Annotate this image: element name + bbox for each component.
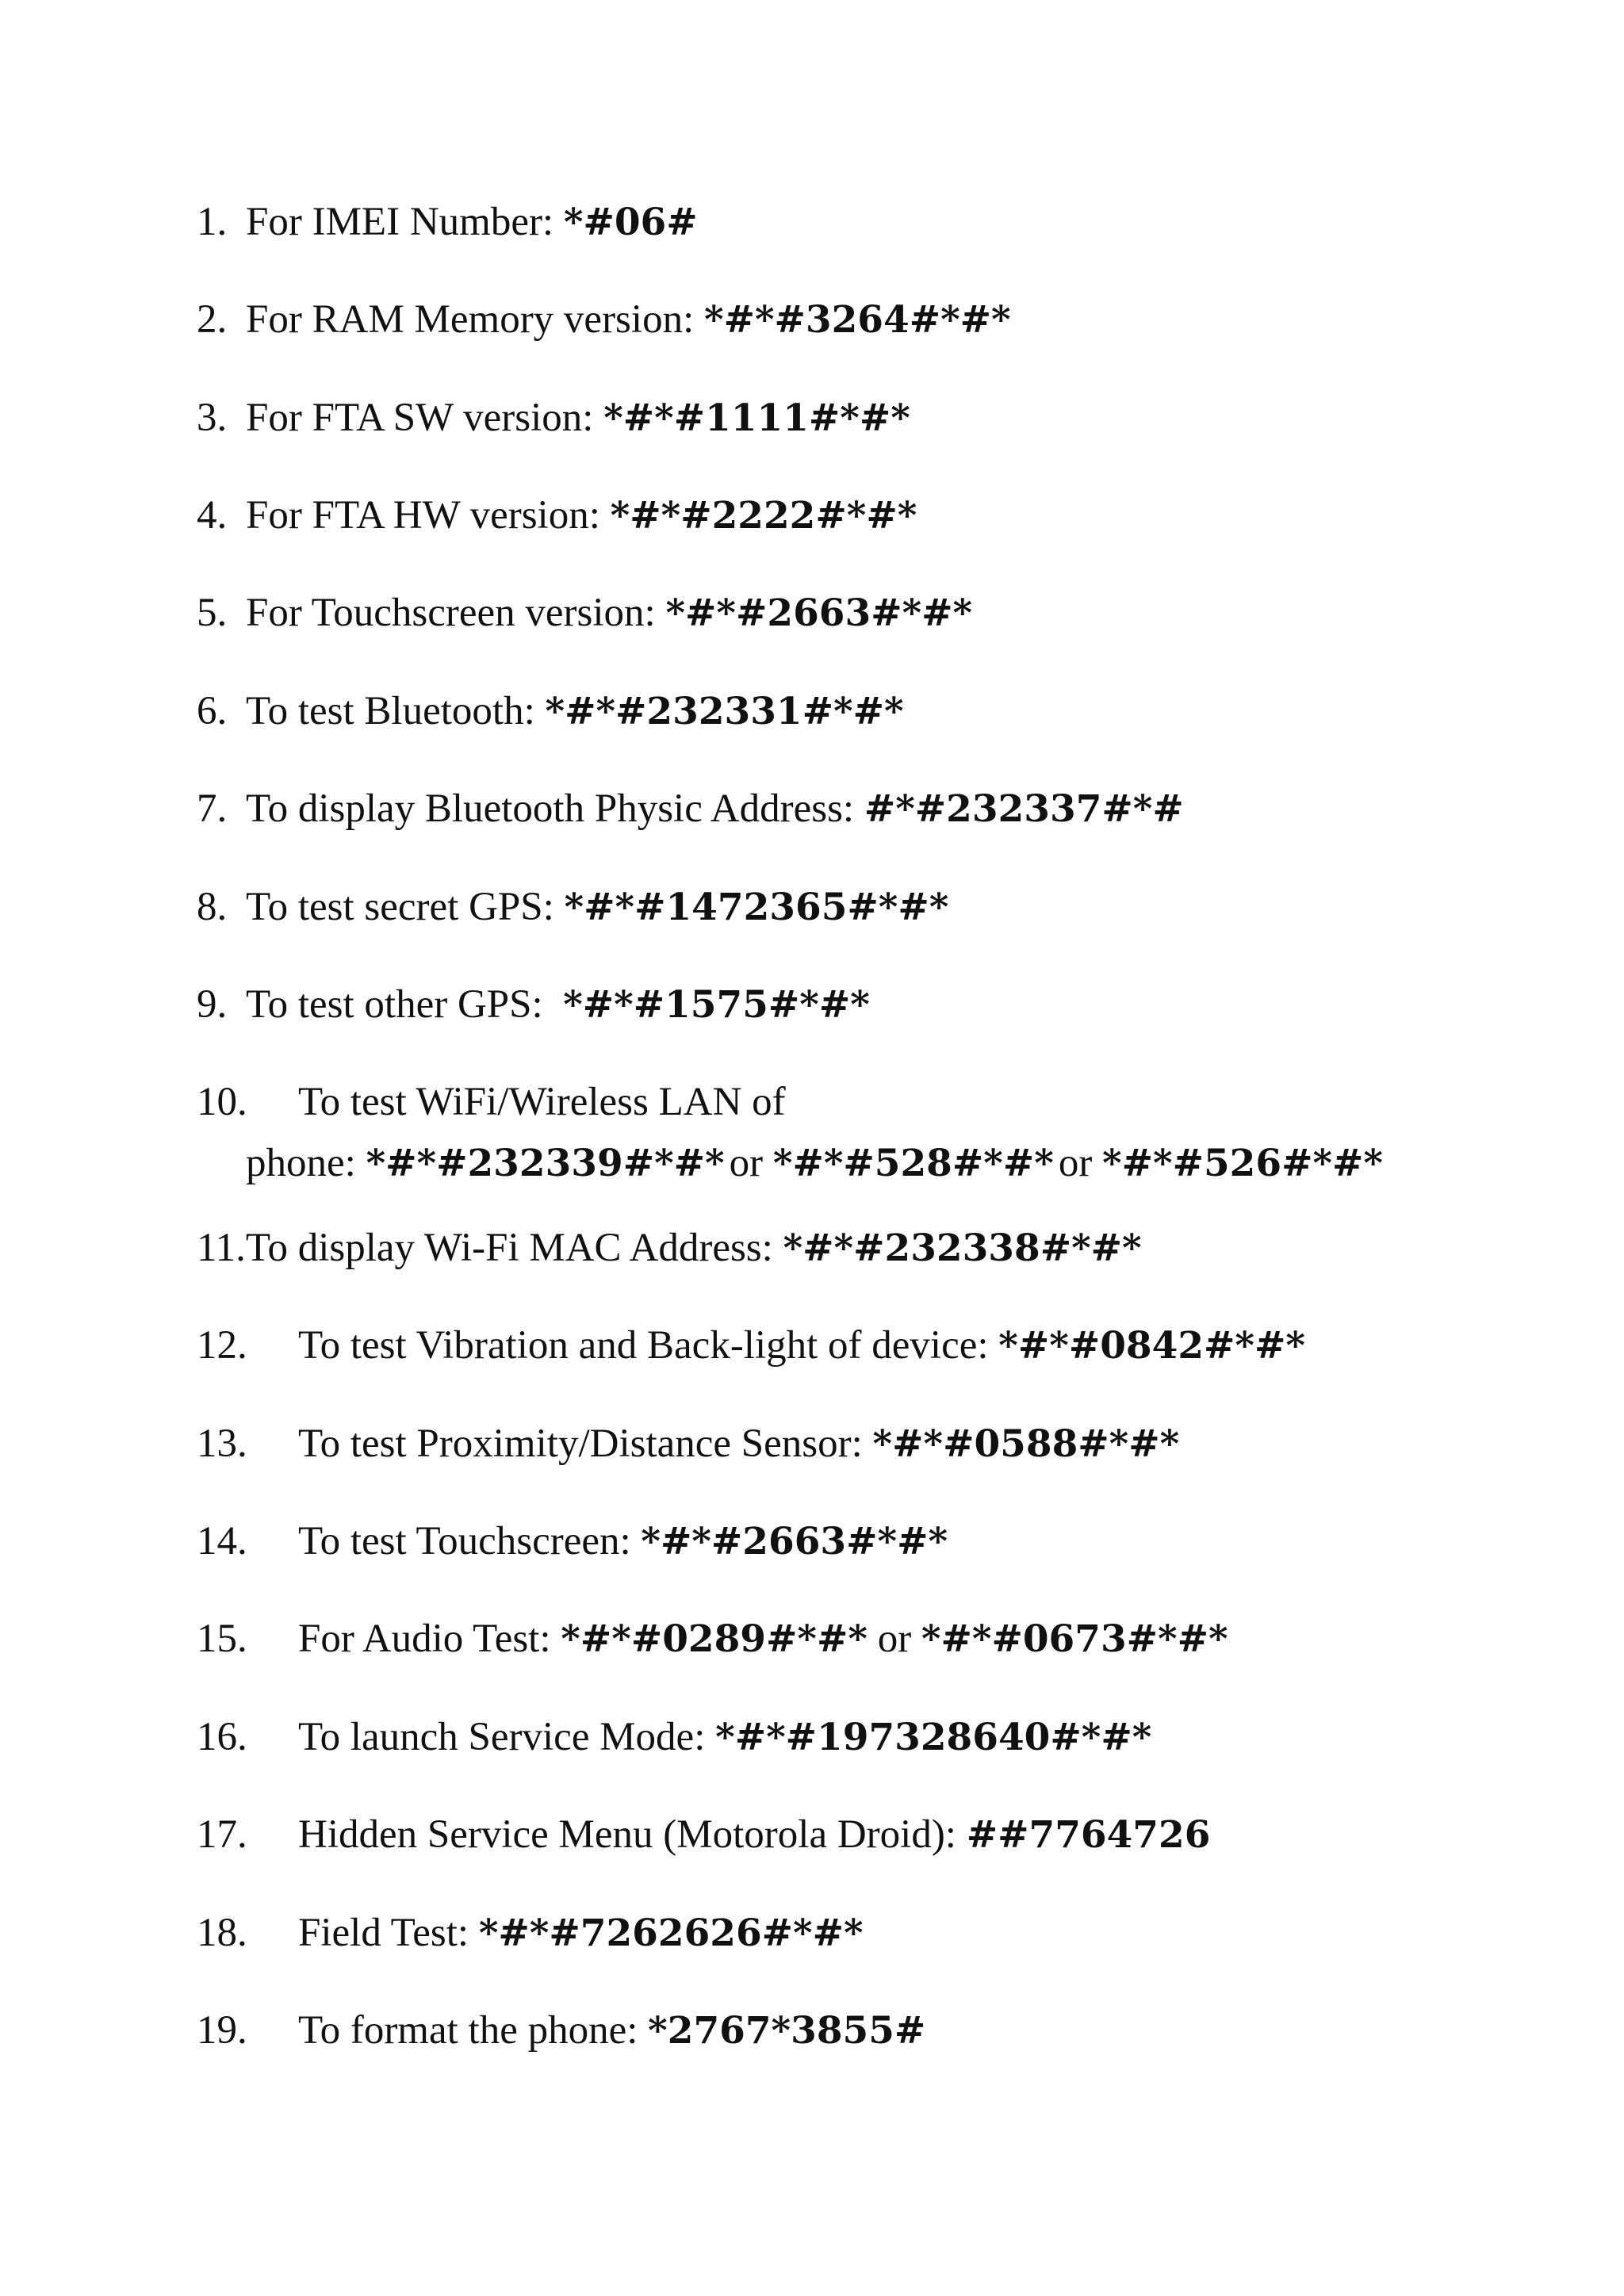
item-code: *#*#232331#*#* [545, 690, 904, 733]
item-label: To test Bluetooth: [246, 689, 535, 733]
item-label: To test secret GPS: [246, 885, 554, 929]
item-label: To display Bluetooth Physic Address: [246, 786, 855, 831]
item-number: 4. [197, 493, 228, 538]
item-code: *#*#2222#*#* [610, 494, 917, 538]
list-item [197, 1521, 1545, 1562]
item-code: *#*#3264#*#* [703, 298, 1011, 342]
item-label: To test Proximity/Distance Sensor: [298, 1422, 863, 1466]
list-item [197, 398, 1545, 438]
list-item [197, 1619, 1545, 1659]
item-label-continued: phone: [246, 1141, 356, 1185]
item-label: To test Vibration and Back-light of device: [298, 1323, 989, 1368]
item-number: 16. [197, 1715, 247, 1759]
or-separator: or [877, 1617, 912, 1661]
list-item [197, 786, 1545, 831]
item-code: *#*#0588#*#* [872, 1422, 1180, 1466]
list-item [197, 1424, 1545, 1464]
item-code: *#*#232339#*#* [366, 1142, 725, 1185]
item-number: 15. [197, 1617, 247, 1661]
list-item [197, 593, 1545, 633]
item-code: *2767*3855# [648, 2009, 926, 2053]
item-label: To test Touchscreen: [298, 1519, 631, 1563]
item-code: *#*#0289#*#* [561, 1617, 868, 1661]
item-code: *#*#0842#*#* [998, 1324, 1305, 1368]
item-label: Field Test: [298, 1911, 469, 1955]
or-separator: or [729, 1141, 764, 1185]
item-number: 3. [197, 396, 228, 440]
item-code: *#*#1111#*#* [603, 396, 910, 440]
item-code: *#*#232338#*#* [783, 1226, 1142, 1270]
list-item [197, 1913, 1545, 1954]
item-label: To format the phone: [298, 2008, 638, 2053]
item-number: 8. [197, 885, 228, 929]
item-code: *#*#7262626#*#* [478, 1911, 864, 1955]
item-code: *#*#197328640#*#* [715, 1716, 1152, 1759]
item-number: 2. [197, 297, 228, 342]
item-code: *#*#526#*#* [1102, 1142, 1383, 1185]
item-number: 17. [197, 1812, 247, 1857]
list-item [197, 1323, 1545, 1368]
item-code: *#*#2663#*#* [641, 1520, 948, 1563]
item-number: 6. [197, 689, 228, 733]
item-label: For Audio Test: [298, 1617, 551, 1661]
list-item [197, 691, 1545, 732]
item-label: For RAM Memory version: [246, 297, 695, 342]
item-label: For FTA SW version: [246, 396, 594, 440]
item-code: *#*#528#*#* [772, 1142, 1054, 1185]
list-item [197, 1082, 1545, 1184]
list-item [197, 1228, 1545, 1269]
item-number: 11. [197, 1226, 246, 1270]
item-number: 13. [197, 1422, 247, 1466]
item-code: ##7764726 [966, 1813, 1211, 1857]
item-code: *#*#1472365#*#* [564, 886, 949, 929]
list-item [197, 297, 1545, 342]
or-separator: or [1058, 1141, 1093, 1185]
list-item [197, 982, 1545, 1027]
item-number: 1. [197, 200, 228, 244]
list-item [197, 202, 1545, 243]
item-number: 12. [197, 1323, 247, 1368]
item-number: 14. [197, 1519, 247, 1563]
item-code: *#*#0673#*#* [921, 1617, 1228, 1661]
item-label: For IMEI Number: [246, 200, 554, 244]
item-number: 10. [197, 1080, 247, 1124]
item-number: 5. [197, 591, 228, 635]
item-label: For Touchscreen version: [246, 591, 656, 635]
item-label: To test other GPS: [246, 982, 543, 1027]
item-number: 19. [197, 2008, 247, 2053]
list-item [197, 493, 1545, 538]
item-label: Hidden Service Menu (Motorola Droid): [298, 1812, 956, 1857]
list-item [197, 887, 1545, 928]
item-code: #*#232337#*# [864, 787, 1184, 831]
item-continuation [246, 1143, 1545, 1184]
item-label: To test WiFi/Wireless LAN of [298, 1080, 786, 1124]
item-label: To launch Service Mode: [298, 1715, 706, 1759]
item-code: *#06# [563, 201, 698, 244]
item-code: *#*#2663#*#* [665, 591, 973, 635]
list-item [197, 2008, 1545, 2053]
list-item [197, 1812, 1545, 1857]
list-item [197, 1717, 1545, 1758]
item-label: To display Wi-Fi MAC Address: [245, 1226, 773, 1270]
item-label: For FTA HW version: [246, 493, 600, 538]
item-number: 18. [197, 1911, 247, 1955]
item-code: *#*#1575#*#* [563, 983, 870, 1027]
item-number: 9. [197, 982, 228, 1027]
item-number: 7. [197, 786, 228, 831]
